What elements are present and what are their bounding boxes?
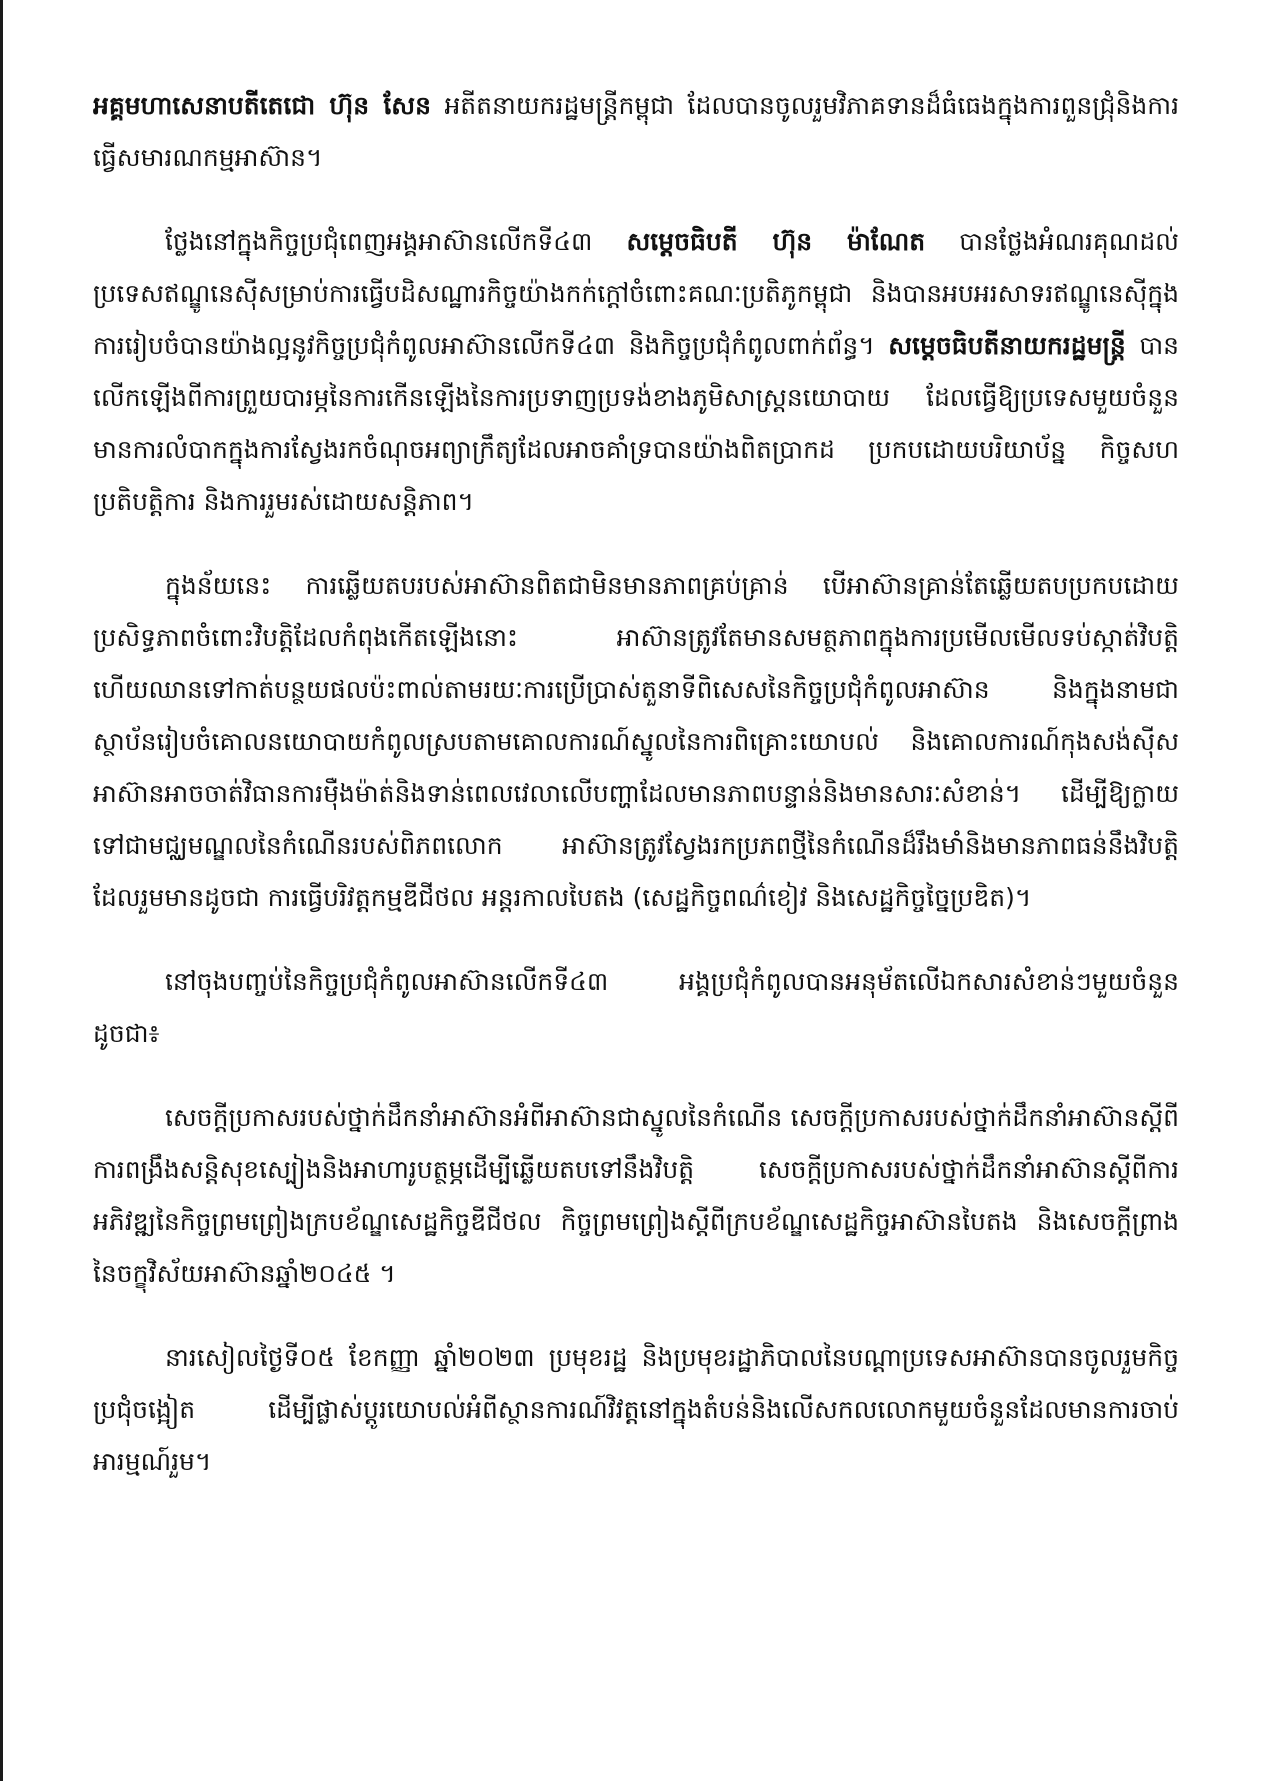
paragraph-text: ថ្លែងនៅក្នុងកិច្ចប្រជុំពេញអង្គអាស៊ានលើកទី៤៣	[165, 227, 627, 256]
paragraph-speech	[93, 216, 1179, 528]
paragraph-retreat-meeting	[93, 1332, 1179, 1488]
bold-title-prime-minister: សម្តេចធិបតីនាយករដ្ឋមន្ត្រី	[888, 331, 1126, 360]
paragraph-declarations	[93, 1092, 1179, 1300]
paragraph-text: អតីតនាយករដ្ឋមន្ត្រីកម្ពុជា ដែលបានចូលរួមវិភាគទានដ៏ធំធេងក្នុងការពួនជ្រុំនិងការធ្វើសមារណកម្មអាស៊ាន។	[93, 91, 1180, 172]
paragraph-text: បានថ្លែងអំណរគុណដល់ប្រទេសឥណ្ឌូនេស៊ីសម្រាប់ការធ្វើបដិសណ្ឋារកិច្ចយ៉ាងកក់ក្តៅចំពោះគណៈប្រតិភូកម្ពុជា និងបានអបអរសាទរឥណ្ឌូនេស៊ីក្នុងការរៀបចំបានយ៉ាងល្អនូវកិច្ចប្រជុំកំពូលអាស៊ានលើកទី៤៣ និងកិច្ចប្រជុំកំពូលពាក់ព័ន្ធ។	[93, 227, 1179, 360]
paragraph-intro	[93, 80, 1179, 184]
paragraph-text: នារសៀលថ្ងៃទី០៥ ខែកញ្ញា ឆ្នាំ២០២៣ ប្រមុខរដ្ឋ និងប្រមុខរដ្ឋាភិបាលនៃបណ្តាប្រទេសអាស៊ានបានចូលរួមកិច្ចប្រជុំចង្អៀត ដើម្បីផ្លាស់ប្តូរយោបល់អំពីស្ថានការណ៍វិវត្តនៅក្នុងតំបន់និងលើសកលលោកមួយចំនួនដែលមានការចាប់អារម្មណ៍រួម។	[93, 1343, 1179, 1476]
bold-name-hun-sen: អគ្គមហាសេនាបតីតេជោ ហ៊ុន សែន	[93, 91, 431, 120]
paragraph-text: សេចក្តីប្រកាសរបស់ថ្នាក់ដឹកនាំអាស៊ានអំពីអាស៊ានជាស្នូលនៃកំណើន សេចក្តីប្រកាសរបស់ថ្នាក់ដឹកនាំអាស៊ានស្តីពីការពង្រឹងសន្តិសុខស្បៀងនិងអាហារូបត្ថម្ភដើម្បីឆ្លើយតបទៅនឹងវិបត្តិ សេចក្តីប្រកាសរបស់ថ្នាក់ដឹកនាំអាស៊ានស្តីពីការអភិវឌ្ឍនៃកិច្ចព្រមព្រៀងក្របខ័ណ្ឌសេដ្ឋកិច្ចឌីជីថល កិច្ចព្រមព្រៀងស្តីពីក្របខ័ណ្ឌសេដ្ឋកិច្ចអាស៊ានបៃតង និងសេចក្តីព្រាងនៃចក្ខុវិស័យអាស៊ានឆ្នាំ២០៤៥ ។	[93, 1103, 1179, 1288]
paragraph-asean-response	[93, 560, 1179, 924]
paragraph-text: នៅចុងបញ្ចប់នៃកិច្ចប្រជុំកំពូលអាស៊ានលើកទី៤៣ អង្គប្រជុំកំពូលបានអនុម័តលើឯកសារសំខាន់ៗមួយចំនួនដូចជា៖	[93, 967, 1179, 1048]
document-page	[93, 80, 1179, 1520]
bold-name-hun-manet: សម្តេចធិបតី ហ៊ុន ម៉ាណែត	[626, 227, 926, 256]
page-left-border	[0, 0, 3, 1781]
paragraph-summit-end	[93, 956, 1179, 1060]
paragraph-text: ក្នុងន័យនេះ ការឆ្លើយតបរបស់អាស៊ានពិតជាមិនមានភាពគ្រប់គ្រាន់ បើអាស៊ានគ្រាន់តែឆ្លើយតបប្រកបដោយប្រសិទ្ធភាពចំពោះវិបត្តិដែលកំពុងកើតឡើងនោះ អាស៊ានត្រូវតែមានសមត្ថភាពក្នុងការប្រមើលមើលទប់ស្កាត់វិបត្តិ ហើយឈានទៅកាត់បន្ថយផលប៉ះពាល់តាមរយៈការប្រើប្រាស់តួនាទីពិសេសនៃកិច្ចប្រជុំកំពូលអាស៊ាន និងក្នុងនាមជាស្ថាប័នរៀបចំគោលនយោបាយកំពូលស្របតាមគោលការណ៍ស្នូលនៃការពិគ្រោះយោបល់ និងគោលការណ៍កុងសង់ស៊ីស អាស៊ានអាចចាត់វិធានការម៉ឺងម៉ាត់និងទាន់ពេលវេលាលើបញ្ហាដែលមានភាពបន្ទាន់និងមានសារៈសំខាន់។ ដើម្បីឱ្យក្លាយទៅជាមជ្ឈមណ្ឌលនៃកំណើនរបស់ពិភពលោក អាស៊ានត្រូវស្វែងរកប្រភពថ្មីនៃកំណើនដ៏រឹងមាំនិងមានភាពធន់នឹងវិបត្តិ ដែលរួមមានដូចជា ការធ្វើបរិវត្តកម្មឌីជីថល អន្តរកាលបៃតង (សេដ្ឋកិច្ចពណ៌ខៀវ និងសេដ្ឋកិច្ចច្នៃប្រឌិត)។	[93, 571, 1179, 912]
paragraph-text: បានលើកឡើងពីការព្រួយបារម្ភនៃការកើនឡើងនៃការប្រទាញប្រទង់ខាងភូមិសាស្ត្រនយោបាយ ដែលធ្វើឱ្យប្រទេសមួយចំនួនមានការលំបាកក្នុងការស្វែងរកចំណុចអព្យាក្រឹត្យដែលអាចគាំទ្របានយ៉ាងពិតប្រាកដ ប្រកបដោយបរិយាប័ន្ន កិច្ចសហប្រតិបត្តិការ និងការរួមរស់ដោយសន្តិភាព។	[93, 331, 1179, 516]
